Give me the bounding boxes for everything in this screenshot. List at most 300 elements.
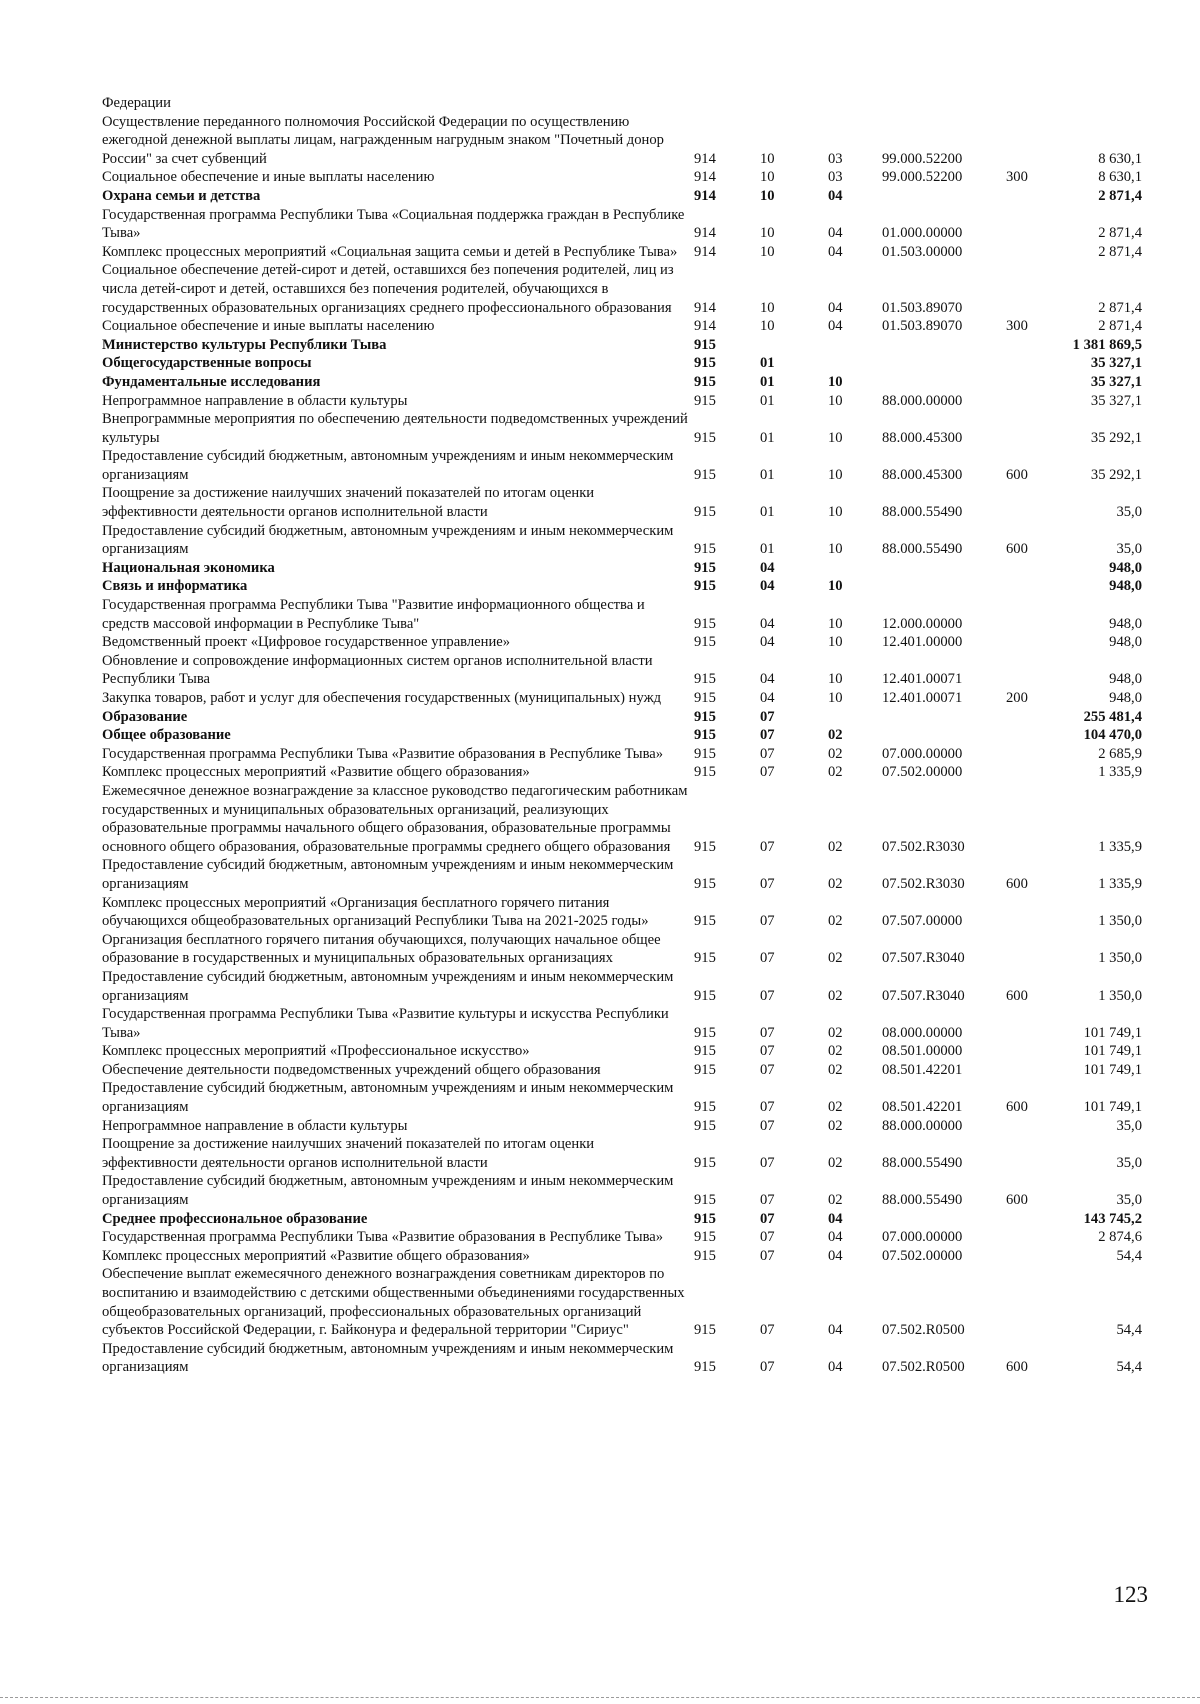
target-article-code	[882, 354, 998, 373]
amount: 35,0	[1116, 541, 1142, 558]
expense-type-code: 600	[1006, 1192, 1028, 1209]
ministry-code: 915	[694, 1322, 716, 1339]
section-code: 01	[760, 466, 775, 483]
target-article-code: 07.502.R3030	[882, 875, 965, 892]
expense-type-code	[998, 763, 1066, 782]
row-name: Обеспечение выплат ежемесячного денежного вознаграждения советникам директоров по воспитанию и взаимодействию с детскими общественными объединениями государственных общеобразовательных организаций, профессиональных образовательных организаций субъектов Российской Федерации, г. Байконура и федеральной территории "Сириус"	[102, 1266, 685, 1339]
row-name: Предоставление субсидий бюджетным, автономным учреждениям и иным некоммерческим организациям	[102, 1080, 674, 1116]
target-article-code: 07.507.R3040	[882, 950, 965, 967]
expense-type-code	[998, 596, 1066, 633]
row-name: Непрограммное направление в области культуры	[102, 1117, 408, 1134]
table-row	[102, 187, 1142, 206]
section-code	[744, 94, 824, 113]
table-row	[102, 708, 1142, 727]
expense-type-code	[998, 392, 1066, 411]
amount: 1 335,9	[1098, 875, 1142, 892]
subsection-code: 10	[828, 671, 843, 688]
row-name: Государственная программа Республики Тыва «Развитие образования в Республике Тыва»	[102, 745, 664, 762]
subsection-code: 02	[828, 727, 843, 744]
target-article-code: 99.000.52200	[882, 150, 963, 167]
ministry-code: 915	[694, 1247, 716, 1264]
ministry-code: 914	[694, 225, 716, 242]
subsection-code: 04	[828, 299, 843, 316]
row-name: Осуществление переданного полномочия Российской Федерации по осуществлению ежегодной денежной выплаты лицам, награжденным нагрудным знаком "Почетный донор России" за счет субвенций	[102, 113, 664, 167]
table-row	[102, 894, 1142, 931]
table-row	[102, 336, 1142, 355]
amount: 104 470,0	[1083, 727, 1142, 744]
subsection-code: 10	[828, 429, 843, 446]
row-name: Связь и информатика	[102, 578, 248, 595]
ministry-code: 915	[694, 875, 716, 892]
target-article-code: 12.401.00000	[882, 634, 963, 651]
section-code: 07	[760, 1322, 775, 1339]
subsection-code: 02	[828, 1024, 843, 1041]
table-row	[102, 1005, 1142, 1042]
target-article-code	[882, 187, 998, 206]
target-article-code: 08.501.42201	[882, 1061, 963, 1078]
table-row	[102, 689, 1142, 708]
table-row	[102, 856, 1142, 893]
subsection-code: 02	[828, 987, 843, 1004]
section-code: 07	[760, 950, 775, 967]
table-row	[102, 1135, 1142, 1172]
table-row	[102, 243, 1142, 262]
expense-type-code: 300	[1006, 318, 1028, 335]
section-code: 07	[760, 1154, 775, 1171]
row-name: Ежемесячное денежное вознаграждение за классное руководство педагогическим работникам государственных и муниципальных образовательных организаций, реализующих образовательные программы начального общего образования, образовательные программы основного общего образования, образовательные программы среднего общего образования	[102, 782, 688, 855]
target-article-code: 12.000.00000	[882, 615, 963, 632]
expense-type-code	[998, 931, 1066, 968]
row-name: Комплекс процессных мероприятий «Организация бесплатного горячего питания обучающихся общеобразовательных организаций Республики Тыва на 2021-2025 годы»	[102, 894, 649, 930]
table-row	[102, 931, 1142, 968]
target-article-code: 07.507.R3040	[882, 987, 965, 1004]
ministry-code: 914	[694, 318, 716, 335]
row-name: Внепрограммные мероприятия по обеспечению деятельности подведомственных учреждений культуры	[102, 411, 688, 446]
subsection-code: 10	[828, 392, 843, 409]
row-name: Предоставление субсидий бюджетным, автономным учреждениям и иным некоммерческим организациям	[102, 522, 674, 558]
subsection-code: 02	[828, 745, 843, 762]
expense-type-code	[998, 336, 1066, 355]
section-code: 04	[760, 615, 775, 632]
ministry-code: 915	[694, 708, 716, 725]
expense-type-code	[998, 577, 1066, 596]
ministry-code: 915	[694, 355, 716, 372]
subsection-code: 10	[828, 504, 843, 521]
amount: 35,0	[1116, 504, 1142, 521]
section-code: 07	[760, 987, 775, 1004]
amount: 35 292,1	[1090, 429, 1142, 446]
table-row	[102, 1210, 1142, 1229]
subsection-code: 04	[828, 1322, 843, 1339]
target-article-code: 07.502.00000	[882, 1247, 963, 1264]
expense-type-code: 300	[1006, 169, 1028, 186]
ministry-code: 915	[694, 1061, 716, 1078]
target-article-code: 12.401.00071	[882, 671, 963, 688]
row-name: Федерации	[102, 95, 171, 111]
subsection-code: 10	[828, 690, 843, 706]
subsection-code: 02	[828, 764, 843, 781]
amount: 948,0	[1109, 578, 1142, 595]
section-code: 10	[760, 299, 775, 316]
table-row	[102, 1172, 1142, 1209]
target-article-code: 12.401.00071	[882, 690, 963, 706]
ministry-code: 915	[694, 634, 716, 651]
section-code: 01	[760, 373, 775, 390]
target-article-code	[882, 94, 998, 113]
row-name: Предоставление субсидий бюджетным, автономным учреждениям и иным некоммерческим организациям	[102, 1173, 674, 1209]
expense-type-code: 600	[1006, 466, 1028, 483]
expense-type-code	[998, 1247, 1066, 1266]
subsection-code	[824, 708, 882, 727]
amount: 35 327,1	[1090, 392, 1142, 409]
expense-type-code: 600	[1006, 541, 1028, 558]
ministry-code: 915	[694, 504, 716, 521]
expense-type-code: 600	[1006, 875, 1028, 892]
section-code: 07	[760, 745, 775, 762]
subsection-code	[824, 559, 882, 578]
section-code: 07	[760, 913, 775, 930]
ministry-code: 915	[694, 1154, 716, 1171]
table-row	[102, 763, 1142, 782]
table-row	[102, 1265, 1142, 1339]
ministry-code: 915	[694, 578, 716, 595]
section-code	[744, 336, 824, 355]
ministry-code: 914	[694, 187, 716, 204]
row-name: Государственная программа Республики Тыва «Развитие образования в Республике Тыва»	[102, 1229, 664, 1246]
row-name: Закупка товаров, работ и услуг для обеспечения государственных (муниципальных) нужд	[102, 690, 662, 706]
amount: 948,0	[1109, 615, 1142, 632]
amount: 948,0	[1109, 559, 1142, 576]
amount: 54,4	[1116, 1247, 1142, 1264]
amount: 2 871,4	[1098, 187, 1142, 204]
table-row	[102, 633, 1142, 652]
ministry-code: 915	[694, 727, 716, 744]
section-code: 10	[760, 225, 775, 242]
table-row	[102, 596, 1142, 633]
table-row	[102, 1061, 1142, 1080]
subsection-code: 02	[828, 950, 843, 967]
target-article-code: 01.503.89070	[882, 299, 963, 316]
target-article-code: 88.000.45300	[882, 466, 963, 483]
ministry-code: 915	[694, 913, 716, 930]
target-article-code: 08.501.00000	[882, 1043, 963, 1060]
target-article-code	[882, 708, 998, 727]
target-article-code: 07.502.R0500	[882, 1322, 965, 1339]
amount: 35 292,1	[1090, 466, 1142, 483]
expense-type-code	[998, 113, 1066, 169]
expense-type-code	[998, 726, 1066, 745]
ministry-code: 915	[694, 1229, 716, 1246]
amount: 2 871,4	[1098, 243, 1142, 260]
expense-type-code	[998, 484, 1066, 521]
table-row	[102, 1042, 1142, 1061]
section-code: 07	[760, 875, 775, 892]
amount: 948,0	[1109, 634, 1142, 651]
amount: 2 871,4	[1098, 299, 1142, 316]
expense-type-code	[998, 1265, 1066, 1339]
expense-type-code: 200	[1006, 690, 1028, 706]
row-name: Предоставление субсидий бюджетным, автономным учреждениям и иным некоммерческим организациям	[102, 968, 674, 1004]
amount: 1 350,0	[1098, 950, 1142, 967]
section-code: 04	[760, 690, 775, 706]
expense-type-code	[998, 633, 1066, 652]
subsection-code: 04	[828, 243, 843, 260]
ministry-code: 915	[694, 950, 716, 967]
target-article-code: 88.000.55490	[882, 1154, 963, 1171]
amount: 54,4	[1116, 1359, 1142, 1376]
row-name: Предоставление субсидий бюджетным, автономным учреждениям и иным некоммерческим организациям	[102, 857, 674, 892]
subsection-code: 02	[828, 838, 843, 855]
table-row	[102, 1228, 1142, 1247]
table-row	[102, 968, 1142, 1005]
table-row	[102, 261, 1142, 317]
ministry-code: 915	[694, 373, 716, 390]
section-code: 01	[760, 392, 775, 409]
subsection-code: 02	[828, 1117, 843, 1134]
expense-type-code	[998, 187, 1066, 206]
row-name: Обновление и сопровождение информационных систем органов исполнительной власти Республики Тыва	[102, 652, 653, 688]
table-row	[102, 392, 1142, 411]
target-article-code: 88.000.55490	[882, 1192, 963, 1209]
section-code: 07	[760, 1024, 775, 1041]
section-code: 07	[760, 1192, 775, 1209]
table-row	[102, 410, 1142, 447]
section-code: 01	[760, 355, 775, 372]
ministry-code: 915	[694, 1117, 716, 1134]
expense-type-code: 600	[1006, 987, 1028, 1004]
amount	[1066, 94, 1142, 113]
section-code: 04	[760, 559, 775, 576]
table-row	[102, 1340, 1142, 1377]
subsection-code: 04	[828, 187, 843, 204]
section-code: 01	[760, 504, 775, 521]
expense-type-code	[998, 373, 1066, 392]
section-code: 07	[760, 708, 775, 725]
row-name: Комплекс процессных мероприятий «Развитие общего образования»	[102, 764, 530, 781]
target-article-code	[882, 1210, 998, 1229]
ministry-code: 915	[694, 1099, 716, 1116]
ministry-code: 914	[694, 243, 716, 260]
target-article-code: 88.000.00000	[882, 392, 963, 409]
row-name: Охрана семьи и детства	[102, 187, 261, 204]
target-article-code: 07.502.R3030	[882, 838, 965, 855]
row-name: Поощрение за достижение наилучших значений показателей по итогам оценки эффективности деятельности органов исполнительной власти	[102, 1136, 595, 1171]
target-article-code: 07.502.R0500	[882, 1359, 965, 1376]
amount: 101 749,1	[1083, 1099, 1142, 1116]
row-name: Организация бесплатного горячего питания обучающихся, получающих начальное общее образование в государственных и муниципальных образовательных организациях	[102, 931, 661, 967]
row-name: Государственная программа Республики Тыва «Развитие культуры и искусства Республики Тыва»	[102, 1006, 669, 1041]
subsection-code: 04	[828, 1210, 843, 1227]
row-name: Социальное обеспечение и иные выплаты населению	[102, 169, 435, 186]
ministry-code: 915	[694, 745, 716, 762]
amount: 2 874,6	[1098, 1229, 1142, 1246]
amount: 101 749,1	[1083, 1061, 1142, 1078]
section-code: 10	[760, 169, 775, 186]
row-name: Поощрение за достижение наилучших значений показателей по итогам оценки эффективности деятельности органов исполнительной власти	[102, 485, 595, 521]
row-name: Государственная программа Республики Тыва «Социальная поддержка граждан в Республике Тыва»	[102, 206, 685, 242]
row-name: Предоставление субсидий бюджетным, автономным учреждениям и иным некоммерческим организациям	[102, 448, 674, 483]
target-article-code	[882, 726, 998, 745]
section-code: 07	[760, 1247, 775, 1264]
amount: 8 630,1	[1098, 150, 1142, 167]
ministry-code: 915	[694, 1024, 716, 1041]
table-row	[102, 1117, 1142, 1136]
ministry-code: 915	[694, 690, 716, 706]
section-code: 07	[760, 1043, 775, 1060]
amount: 1 350,0	[1098, 987, 1142, 1004]
subsection-code: 04	[828, 1229, 843, 1246]
subsection-code: 02	[828, 913, 843, 930]
section-code: 10	[760, 150, 775, 167]
amount: 1 350,0	[1098, 913, 1142, 930]
ministry-code: 914	[694, 299, 716, 316]
target-article-code: 08.000.00000	[882, 1024, 963, 1041]
expense-type-code: 600	[1006, 1099, 1028, 1116]
ministry-code: 915	[694, 838, 716, 855]
table-row	[102, 522, 1142, 559]
table-row	[102, 1079, 1142, 1116]
table-row	[102, 113, 1142, 169]
ministry-code: 915	[694, 429, 716, 446]
ministry-code: 915	[694, 1359, 716, 1376]
expense-type-code	[998, 206, 1066, 243]
ministry-code: 915	[694, 987, 716, 1004]
row-name: Фундаментальные исследования	[102, 373, 321, 390]
subsection-code: 10	[828, 373, 843, 390]
ministry-code: 915	[694, 1043, 716, 1060]
section-code: 01	[760, 429, 775, 446]
amount: 255 481,4	[1083, 708, 1142, 725]
subsection-code: 10	[828, 634, 843, 651]
subsection-code: 04	[828, 1247, 843, 1264]
ministry-code: 915	[694, 336, 716, 353]
section-code: 07	[760, 1099, 775, 1116]
table-row	[102, 354, 1142, 373]
section-code: 10	[760, 318, 775, 335]
amount: 54,4	[1116, 1322, 1142, 1339]
row-name: Государственная программа Республики Тыва "Развитие информационного общества и средств массовой информации в Республике Тыва"	[102, 597, 645, 632]
row-name: Комплекс процессных мероприятий «Развитие общего образования»	[102, 1247, 530, 1264]
row-name: Национальная экономика	[102, 559, 275, 576]
subsection-code: 03	[828, 169, 843, 186]
section-code: 10	[760, 187, 775, 204]
target-article-code: 88.000.55490	[882, 541, 963, 558]
expense-type-code	[998, 410, 1066, 447]
amount: 35,0	[1116, 1154, 1142, 1171]
table-row	[102, 168, 1142, 187]
amount: 2 871,4	[1098, 318, 1142, 335]
ministry-code: 915	[694, 764, 716, 781]
ministry-code: 914	[694, 150, 716, 167]
expense-type-code	[998, 261, 1066, 317]
target-article-code: 07.000.00000	[882, 745, 963, 762]
row-name: Комплекс процессных мероприятий «Социальная защита семьи и детей в Республике Тыва»	[102, 243, 678, 260]
ministry-code	[692, 94, 744, 113]
section-code: 07	[760, 764, 775, 781]
row-name: Общегосударственные вопросы	[102, 355, 312, 372]
table-row	[102, 726, 1142, 745]
amount: 2 871,4	[1098, 225, 1142, 242]
subsection-code: 10	[828, 578, 843, 595]
expense-type-code	[998, 1117, 1066, 1136]
amount: 948,0	[1109, 690, 1142, 706]
row-name: Социальное обеспечение и иные выплаты населению	[102, 318, 435, 335]
subsection-code: 02	[828, 875, 843, 892]
subsection-code	[824, 336, 882, 355]
target-article-code: 07.502.00000	[882, 764, 963, 781]
section-code: 07	[760, 1117, 775, 1134]
target-article-code	[882, 373, 998, 392]
subsection-code: 03	[828, 150, 843, 167]
ministry-code: 915	[694, 559, 716, 576]
table-row	[102, 782, 1142, 856]
target-article-code: 07.000.00000	[882, 1229, 963, 1246]
subsection-code	[824, 94, 882, 113]
table-row	[102, 652, 1142, 689]
row-name: Обеспечение деятельности подведомственных учреждений общего образования	[102, 1061, 601, 1078]
expense-type-code	[998, 354, 1066, 373]
amount: 8 630,1	[1098, 169, 1142, 186]
subsection-code: 10	[828, 466, 843, 483]
target-article-code: 01.503.00000	[882, 243, 963, 260]
subsection-code: 04	[828, 318, 843, 335]
amount: 35 327,1	[1090, 373, 1142, 390]
target-article-code: 88.000.00000	[882, 1117, 963, 1134]
expense-type-code	[998, 243, 1066, 262]
subsection-code: 02	[828, 1154, 843, 1171]
subsection-code: 10	[828, 541, 843, 558]
row-name: Комплекс процессных мероприятий «Профессиональное искусство»	[102, 1043, 530, 1060]
table-row	[102, 317, 1142, 336]
expense-type-code	[998, 782, 1066, 856]
amount: 35 327,1	[1090, 355, 1142, 372]
amount: 35,0	[1116, 1192, 1142, 1209]
ministry-code: 915	[694, 466, 716, 483]
expense-type-code	[998, 559, 1066, 578]
amount: 35,0	[1116, 1117, 1142, 1134]
row-name: Министерство культуры Республики Тыва	[102, 336, 387, 353]
expense-type-code	[998, 1042, 1066, 1061]
scan-edge-line	[0, 1697, 1200, 1698]
amount: 1 381 869,5	[1072, 336, 1142, 353]
subsection-code: 04	[828, 225, 843, 242]
table-row	[102, 559, 1142, 578]
table-row	[102, 1247, 1142, 1266]
table-row	[102, 447, 1142, 484]
amount: 948,0	[1109, 671, 1142, 688]
subsection-code: 10	[828, 615, 843, 632]
row-name: Социальное обеспечение детей-сирот и детей, оставшихся без попечения родителей, лиц из числа детей-сирот и детей, оставшихся без попечения родителей, обучающихся в государственных образовательных организациях среднего профессионального образования	[102, 262, 674, 316]
target-article-code	[882, 336, 998, 355]
table-row	[102, 373, 1142, 392]
page-number: 123	[1113, 1582, 1148, 1607]
section-code: 04	[760, 671, 775, 688]
amount: 1 335,9	[1098, 838, 1142, 855]
section-code: 10	[760, 243, 775, 260]
target-article-code: 01.000.00000	[882, 225, 963, 242]
target-article-code: 01.503.89070	[882, 318, 963, 335]
row-name: Среднее профессиональное образование	[102, 1210, 368, 1227]
row-name: Ведомственный проект «Цифровое государственное управление»	[102, 634, 511, 651]
expense-type-code	[998, 745, 1066, 764]
expense-type-code	[998, 94, 1066, 113]
ministry-code: 915	[694, 541, 716, 558]
subsection-code: 04	[828, 1359, 843, 1376]
budget-table-body	[102, 94, 1142, 1377]
expense-type-code	[998, 1210, 1066, 1229]
target-article-code: 08.501.42201	[882, 1099, 963, 1116]
row-name: Общее образование	[102, 727, 231, 744]
